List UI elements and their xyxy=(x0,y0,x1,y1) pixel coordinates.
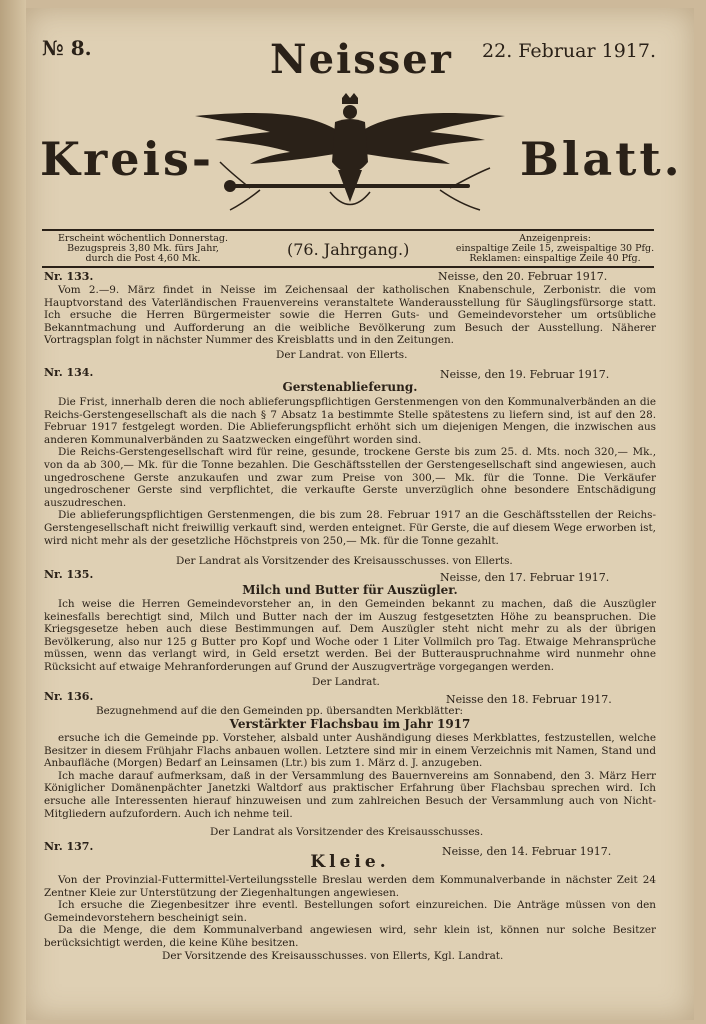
article-preamble: Bezugnehmend auf die den Gemeinden pp. übersandten Merkblätter: xyxy=(96,705,464,717)
article-number: Nr. 133. xyxy=(44,270,94,283)
article-date: Neisse den 18. Februar 1917. xyxy=(446,693,612,706)
article-number: Nr. 135. xyxy=(44,568,94,581)
article-heading: Gerstenablieferung. xyxy=(282,380,418,394)
article-heading: Verstärkter Flachsbau im Jahr 1917 xyxy=(229,717,471,731)
masthead-rule-top xyxy=(42,229,654,231)
article-signature: Der Landrat. xyxy=(312,676,380,688)
article-body: ersuche ich die Gemeinde pp. Vorsteher, alsbald unter Aushändigung dieses Merkblattes, festzustellen, welche Besitzer in diesem Frühjahr Flachs anbauen wollen. Letztere sind mir in einem Verzeichnis mit Namen, Stand und Anbaufläche (Morgen) Bedarf an Leinsamen (Ltr.) bis zum 1. März d. J. anzugeben. Ich mache darauf aufmerksam, daß in der Versammlung des Bauernvereins am Sonnabend, den 3. März Herr Königlicher Domänenpächter Janetzki Waltdorf aus praktischer Erfahrung über Flachsbau sprechen wird. Ich ersuche alle Interessenten hierauf hinzuweisen und zum zahlreichen Besuch der Versammlung auch von Nicht-Mitgliedern aufzufordern. Auch ich nehme teil. xyxy=(44,732,656,820)
article-body: Von der Provinzial-Futtermittel-Verteilungsstelle Breslau werden dem Kommunalverbande in nächster Zeit 24 Zentner Kleie zur Unterstützung der Ziegenhaltungen angewiesen. Ich ersuche die Ziegenbesitzer ihre eventl. Bestellungen sofort einzureichen. Die Anträge müssen von den Gemeindevorstehern bescheinigt sein. Da die Menge, die dem Kommunalverband angewiesen wird, sehr klein ist, können nur solche Besitzer berücksichtigt werden, die keine Kühe besitzen. xyxy=(44,874,656,949)
issue-number: № 8. xyxy=(42,36,92,60)
volume-label: (76. Jahrgang.) xyxy=(287,240,410,259)
article-heading: Kleie. xyxy=(310,852,390,872)
article-number: Nr. 134. xyxy=(44,366,94,379)
article-body: Vom 2.—9. März findet in Neisse im Zeichensaal der katholischen Knabenschule, Zerbonistr. die vom Hauptvorstand des Vaterländischen Frauenvereins veranstaltete Wanderausstellung für Säuglingsfürsorge statt. Ich ersuche die Herren Bürgermeister sowie die Herren Guts- und Gemeindevorsteher um ortsübliche Bekanntmachung und Aufforderung an die weibliche Bevölkerung zum Besuch der Ausstellung. Näherer Vortragsplan folgt in nächster Nummer des Kreisblatts und in den Zeitungen. xyxy=(44,284,656,347)
page-fold xyxy=(0,0,26,1024)
article-signature: Der Landrat als Vorsitzender des Kreisausschusses. von Ellerts. xyxy=(176,555,513,567)
article-date: Neisse, den 14. Februar 1917. xyxy=(442,845,612,858)
issue-date: 22. Februar 1917. xyxy=(482,40,656,62)
article-date: Neisse, den 19. Februar 1917. xyxy=(440,368,610,381)
article-signature: Der Landrat als Vorsitzender des Kreisausschusses. xyxy=(210,826,484,838)
article-signature: Der Landrat. von Ellerts. xyxy=(276,349,408,361)
eagle-emblem-icon xyxy=(190,92,510,222)
article-body: Die Frist, innerhalb deren die noch ablieferungspflichtigen Gerstenmengen von den Kommunalverbänden an die Reichs-Gerstengesellschaft als die nach § 7 Absatz 1a bestimmte Stelle spätestens zu liefern sind, ist auf den 28. Februar 1917 festgelegt worden. Die Ablieferungspflicht erhöht sich um diejenigen Mengen, die inzwischen aus anderen Kommunalverbänden zu Saatzwecken eingeführt worden sind. Die Reichs-Gerstengesellschaft wird für reine, gesunde, trockene Gerste bis zum 25. d. Mts. noch 320,— Mk., von da ab 300,— Mk. für die Tonne bezahlen. Die Geschäftsstellen der Gerstengesellschaft sind angewiesen, auch ungedroschene Gerste anzukaufen und zwar zum Preise von 300,— Mk. für die Tonne. Die Verkäufer ungedroschener Gerste sind verpflichtet, die verkaufte Gerste unverzüglich ohne besondere Entschädigung auszudreschen. Die ablieferungspflichtigen Gerstenmengen, die bis zum 28. Februar 1917 an die Geschäftsstellen der Reichs-Gerstengesellschaft nicht freiwillig verkauft sind, werden enteignet. Für Gerste, die auf diesem Wege erworben ist, wird nicht mehr als der gesetzliche Höchstpreis von 250,— Mk. für die Tonne gezahlt. xyxy=(44,396,656,547)
article-signature: Der Vorsitzende des Kreisausschusses. von Ellerts, Kgl. Landrat. xyxy=(162,950,504,962)
masthead-title: Neisser xyxy=(270,36,453,83)
article-number: Nr. 136. xyxy=(44,690,94,703)
article-date: Neisse, den 17. Februar 1917. xyxy=(440,571,610,584)
masthead-title-left: Kreis- xyxy=(40,132,214,186)
advertising-info: Anzeigenpreis: einspaltige Zeile 15, zweispaltige 30 Pfg. Reklamen: einspaltige Zeile 40 Pfg. xyxy=(455,233,655,264)
article-date: Neisse, den 20. Februar 1917. xyxy=(438,270,608,283)
subscription-info: Erscheint wöchentlich Donnerstag. Bezugspreis 3,80 Mk. fürs Jahr, durch die Post 4,60 Mk. xyxy=(58,233,228,264)
article-number: Nr. 137. xyxy=(44,840,94,853)
article-body: Ich weise die Herren Gemeindevorsteher an, in den Gemeinden bekannt zu machen, daß die Auszügler keinesfalls berechtigt sind, Milch und Butter nach der im Auszug festgesetzten Höhe zu beanspruchen. Die Kriegsgesetze heben auch diese Bestimmungen auf. Dem Auszügler steht nicht mehr zu als der übrigen Bevölkerung, also nur 125 g Butter pro Kopf und Woche oder 1 Liter Vollmilch pro Tag. Etwaige Mehransprüche müssen, wenn das verlangt wird, in Geld ersetzt werden. Bei der Butterauspruchnahme wird nunmehr ohne Rücksicht auf etwaige Mehranforderungen auf Grund der Auszugverträge vorgegangen werden. xyxy=(44,598,656,673)
masthead-rule-bottom xyxy=(42,266,654,268)
article-heading: Milch und Butter für Auszügler. xyxy=(242,583,458,597)
masthead-title-right: Blatt. xyxy=(520,132,683,186)
